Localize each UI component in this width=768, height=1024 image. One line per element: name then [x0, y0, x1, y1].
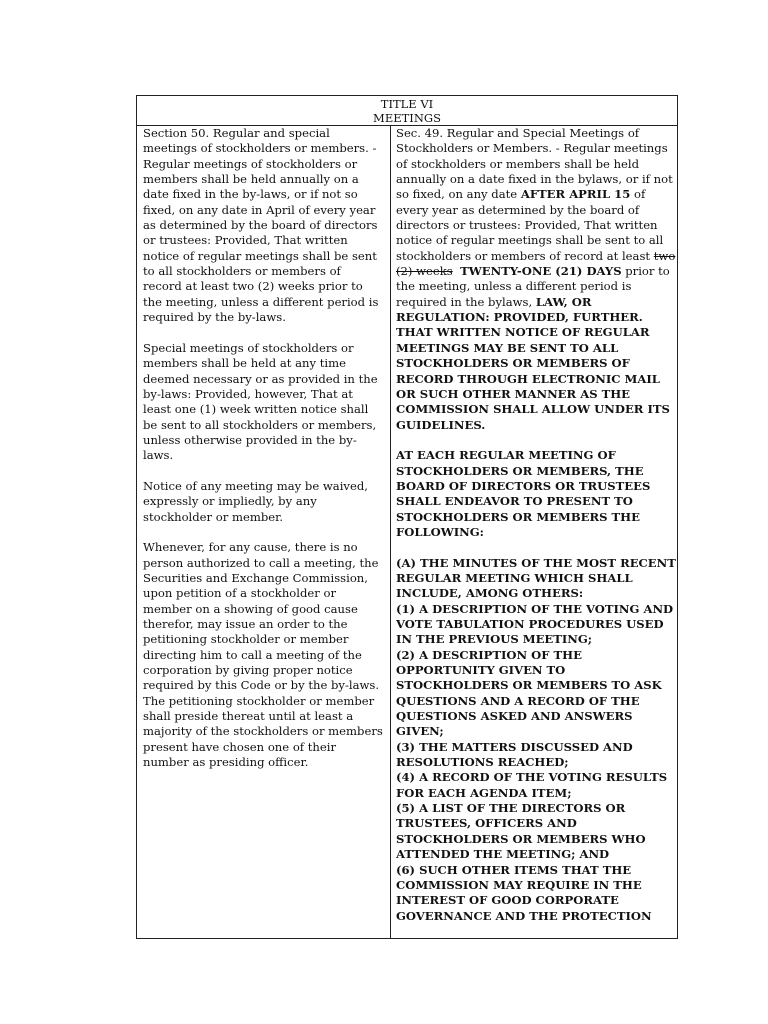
list-item: (4) A RECORD OF THE VOTING RESULTS FOR EACH AGENDA ITEM; — [396, 770, 668, 800]
left-paragraph-3: Notice of any meeting may be waived, expressly or impliedly, by any stockholder or member. — [143, 478, 368, 524]
list-item: (5) A LIST OF THE DIRECTORS OR TRUSTEES, OFFICERS AND STOCKHOLDERS OR MEMBERS WHO ATTENDED THE MEETING; AND — [396, 801, 646, 862]
list-item: (3) THE MATTERS DISCUSSED AND RESOLUTIONS REACHED; — [396, 739, 633, 770]
right-items-list — [396, 556, 677, 924]
left-paragraph-1: Section 50. Regular and special meetings of stockholders or members. - Regular meetings of stockholders or members shall be held annually on a date fixed in the by-laws, or if not so fixed, on any date in April of every year as determined by the board of directors or trustees: Provided, That written notice of regular meetings shall be sent to all stockholders or members of record at least two (2) weeks prior to the meeting, unless a different period is required by the by-laws. — [143, 126, 379, 325]
comparison-table — [136, 95, 678, 939]
right-paragraph-1 — [396, 126, 677, 433]
right-p1-text-c: of every year as determined by the board of directors or trustees: Provided, That written notice of regular meetings shall be sent to all stockholders or members of record at least — [396, 187, 664, 263]
right-p1-struck-text: two (2) weeks — [396, 248, 676, 279]
list-item: (A) THE MINUTES OF THE MOST RECENT REGULAR MEETING WHICH SHALL INCLUDE, AMONG OTHERS: — [396, 555, 676, 601]
list-item: (1) A DESCRIPTION OF THE VOTING AND VOTE TABULATION PROCEDURES USED IN THE PREVIOUS MEETING; — [396, 601, 674, 647]
left-paragraph-4: Whenever, for any cause, there is no person authorized to call a meeting, the Securities and Exchange Commission, upon petition of a stockholder or member on a showing of good cause therefor, may issue an order to the petitioning stockholder or member directing him to call a meeting of the corporation by giving proper notice required by this Code or by the by-laws. The petitioning stockholder or member shall preside thereat until at least a majority of the stockholders or members present have chosen one of their number as presiding officer. — [143, 540, 383, 770]
list-item: (6) SUCH OTHER ITEMS THAT THE COMMISSION MAY REQUIRE IN THE INTEREST OF GOOD CORPORATE GOVERNANCE AND THE PROTECTION — [396, 862, 652, 923]
table-header — [137, 96, 677, 126]
right-p1-bold-proviso: LAW, OR REGULATION: PROVIDED, FURTHER. THAT WRITTEN NOTICE OF REGULAR MEETINGS MAY BE SENT TO ALL STOCKHOLDERS OR MEMBERS OF RECORD THROUGH ELECTRONIC MAIL OR SUCH OTHER MANNER AS THE COMMISSION SHALL ALLOW UNDER ITS GUIDELINES. — [396, 294, 670, 432]
right-p1-bold-days: TWENTY-ONE (21) DAYS — [460, 264, 622, 279]
title-subline: MEETINGS — [373, 111, 441, 125]
list-item: (2) A DESCRIPTION OF THE OPPORTUNITY GIVEN TO STOCKHOLDERS OR MEMBERS TO ASK QUESTIONS AND A RECORD OF THE QUESTIONS ASKED AND ANSWERS GIVEN; — [396, 647, 662, 739]
right-p1-text-e: prior to the meeting, unless a different period is required in the bylaws, — [396, 264, 670, 309]
left-column-old-code — [143, 126, 383, 938]
right-paragraph-2: AT EACH REGULAR MEETING OF STOCKHOLDERS OR MEMBERS, THE BOARD OF DIRECTORS OR TRUSTEES SHALL ENDEAVOR TO PRESENT TO STOCKHOLDERS OR MEMBERS THE FOLLOWING: — [396, 448, 651, 539]
left-paragraph-2: Special meetings of stockholders or members shall be held at any time deemed necessary or as provided in the by-laws: Provided, however, That at least one (1) week written notice shall be sent to all stockholders or members, unless otherwise provided in the by-laws. — [143, 340, 378, 463]
column-divider — [390, 126, 391, 938]
right-p1-text-a: Sec. 49. Regular and Special Meetings of Stockholders or Members. - Regular meetings of stockholders or members shall be held annually on a date fixed in the bylaws, or if not so fixed, on any date — [396, 126, 673, 202]
right-column-new-code — [396, 126, 677, 938]
right-p1-bold-date: AFTER APRIL 15 — [520, 187, 631, 202]
table-body — [137, 126, 677, 938]
title-line: TITLE VI — [380, 97, 434, 111]
